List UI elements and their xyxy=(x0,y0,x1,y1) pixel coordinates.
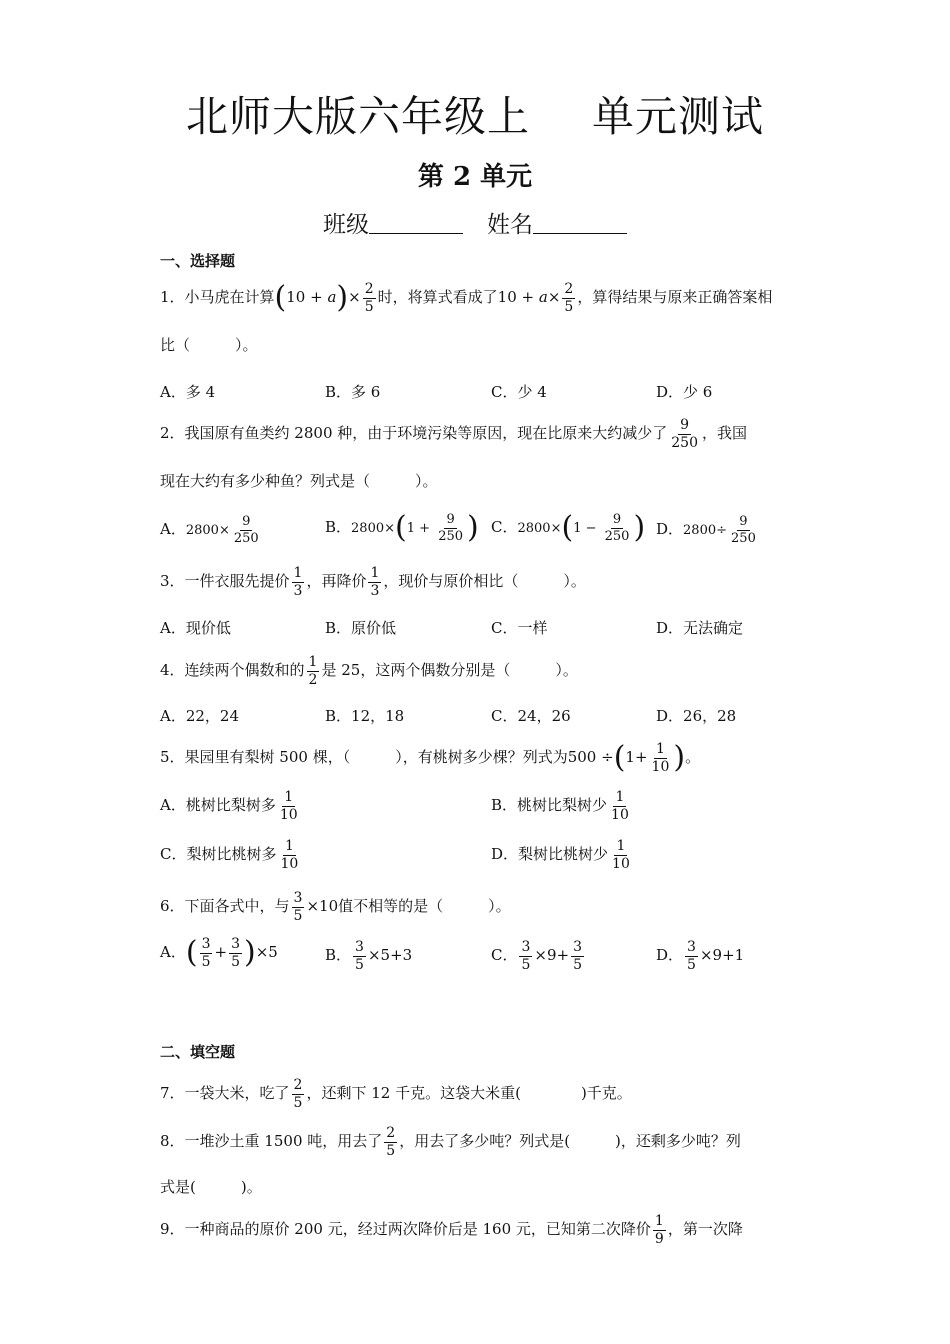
q1-option-c[interactable]: C．少 4 xyxy=(491,383,547,401)
q2-option-c[interactable]: C．2800×(1 − $\frac{9}{250}$ ) xyxy=(491,510,646,546)
fraction: $\frac{1}{10}$ xyxy=(612,838,630,872)
q5-option-c[interactable]: C．梨树比桃树多 $\frac{1}{10}$ xyxy=(160,838,299,872)
q5-option-b[interactable]: B．桃树比梨树少 $\frac{1}{10}$ xyxy=(491,789,629,823)
q3-option-d[interactable]: D．无法确定 xyxy=(656,619,744,637)
name-label: 姓名 xyxy=(487,212,533,238)
title-left: 北师大版六年级上 xyxy=(185,92,530,141)
question-2: 2．我国原有鱼类约 2800 种，由于环境污染等原因，现在比原来大约减少了 $\frac{9}{250}$ ，我国 xyxy=(160,417,748,451)
fraction: $\frac{3}{5}$ xyxy=(293,890,303,924)
fraction: $\frac{9}{250}$ xyxy=(438,512,464,544)
question-4: 4．连续两个偶数和的 $\frac{1}{2}$ 是 25，这两个偶数分别是（ ）。 xyxy=(160,654,578,688)
fraction: $\frac{1}{10}$ xyxy=(280,838,299,872)
q4-option-c[interactable]: C．24，26 xyxy=(491,707,571,725)
fraction: $\frac{1}{10}$ xyxy=(279,789,298,823)
fraction: $\frac{3}{5}$ xyxy=(521,939,531,973)
q4-option-d[interactable]: D．26，28 xyxy=(656,707,737,725)
q1-option-b[interactable]: B．多 6 xyxy=(325,383,381,401)
q6-option-c[interactable]: C． $\frac{3}{5}$ ×9+ $\frac{3}{5}$ xyxy=(491,939,583,973)
fraction: $\frac{9}{250}$ xyxy=(604,512,630,544)
fraction: $\frac{1}{2}$ xyxy=(308,654,318,688)
q3-option-c[interactable]: C．一样 xyxy=(491,619,548,637)
unit-subtitle: 第 2 单元 xyxy=(417,162,533,192)
fraction: $\frac{9}{250}$ xyxy=(671,417,698,451)
question-1-line2: 比（ ）。 xyxy=(160,336,258,354)
title-right: 单元测试 xyxy=(592,92,765,141)
q4-option-a[interactable]: A．22，24 xyxy=(160,707,240,725)
question-9: 9．一种商品的原价 200 元，经过两次降价后是 160 元，已知第二次降价 $\frac{1}{9}$ ，第一次降 xyxy=(160,1213,743,1247)
q6-option-b[interactable]: B． $\frac{3}{5}$ ×5+3 xyxy=(325,939,413,973)
q5-option-a[interactable]: A．桃树比梨树多 $\frac{1}{10}$ xyxy=(160,789,298,823)
class-label: 班级 xyxy=(323,212,369,238)
class-blank[interactable] xyxy=(369,213,463,234)
section-fill-heading: 二、填空题 xyxy=(160,1043,236,1061)
question-5: 5．果园里有梨树 500 棵，（ ），有桃树多少棵？列式为500 ÷(1+ $\frac{1}{10}$ )。 xyxy=(160,740,701,776)
question-1: 1．小马虎在计算(10 + a)× $\frac{2}{5}$ 时，将算式看成了10 + a× $\frac{2}{5}$ ，算得结果与原来正确答案相 xyxy=(160,280,773,316)
section-choice-heading: 一、选择题 xyxy=(160,252,236,270)
page-title xyxy=(0,84,950,144)
fraction: $\frac{9}{250}$ xyxy=(233,514,259,546)
name-blank[interactable] xyxy=(533,213,627,234)
q3-option-a[interactable]: A．现价低 xyxy=(160,619,231,637)
fraction: $\frac{2}{5}$ xyxy=(293,1077,303,1111)
fraction: $\frac{2}{5}$ xyxy=(386,1125,396,1159)
question-2-line2: 现在大约有多少种鱼？列式是（ ）。 xyxy=(160,472,438,490)
q2-option-d[interactable]: D．2800÷ $\frac{9}{250}$ xyxy=(656,514,756,546)
fraction: $\frac{3}{5}$ xyxy=(573,939,583,973)
q6-option-a[interactable]: A．( $\frac{3}{5}$ + $\frac{3}{5}$ )×5 xyxy=(160,935,278,971)
q3-option-b[interactable]: B．原价低 xyxy=(325,619,397,637)
fraction: $\frac{1}{3}$ xyxy=(293,565,303,599)
fraction: $\frac{2}{5}$ xyxy=(364,281,374,315)
q4-option-b[interactable]: B．12，18 xyxy=(325,707,405,725)
fraction: $\frac{9}{250}$ xyxy=(731,514,756,546)
question-7: 7．一袋大米，吃了 $\frac{2}{5}$ ，还剩下 12 千克。这袋大米重( )千克。 xyxy=(160,1077,632,1111)
fraction: $\frac{3}{5}$ xyxy=(201,936,211,970)
q1-option-d[interactable]: D．少 6 xyxy=(656,383,713,401)
fraction: $\frac{3}{5}$ xyxy=(355,939,364,973)
question-3: 3．一件衣服先提价 $\frac{1}{3}$ ，再降价 $\frac{1}{3}$ ，现价与原价相比（ ）。 xyxy=(160,565,586,599)
question-8-line2: 式是( )。 xyxy=(160,1178,262,1196)
q2-option-b[interactable]: B．2800×(1 + $\frac{9}{250}$ ) xyxy=(325,510,479,546)
question-8: 8．一堆沙土重 1500 吨，用去了 $\frac{2}{5}$ ，用去了多少吨？列式是( )，还剩多少吨？列 xyxy=(160,1125,741,1159)
fraction: $\frac{1}{10}$ xyxy=(611,789,629,823)
fraction: $\frac{2}{5}$ xyxy=(564,281,574,315)
q5-option-d[interactable]: D．梨树比桃树少 $\frac{1}{10}$ xyxy=(491,838,630,872)
fraction: $\frac{1}{3}$ xyxy=(370,565,380,599)
fraction: $\frac{1}{9}$ xyxy=(654,1213,664,1247)
q1-option-a[interactable]: A．多 4 xyxy=(160,383,216,401)
fraction: $\frac{3}{5}$ xyxy=(231,936,240,970)
q6-option-d[interactable]: D． $\frac{3}{5}$ ×9+1 xyxy=(656,939,745,973)
q2-option-a[interactable]: A．2800× $\frac{9}{250}$ xyxy=(160,514,259,546)
fraction: $\frac{1}{10}$ xyxy=(651,741,670,775)
question-6: 6．下面各式中，与 $\frac{3}{5}$ ×10值不相等的是（ ）。 xyxy=(160,890,511,924)
fraction: $\frac{3}{5}$ xyxy=(687,939,696,973)
student-info-line xyxy=(0,206,950,239)
